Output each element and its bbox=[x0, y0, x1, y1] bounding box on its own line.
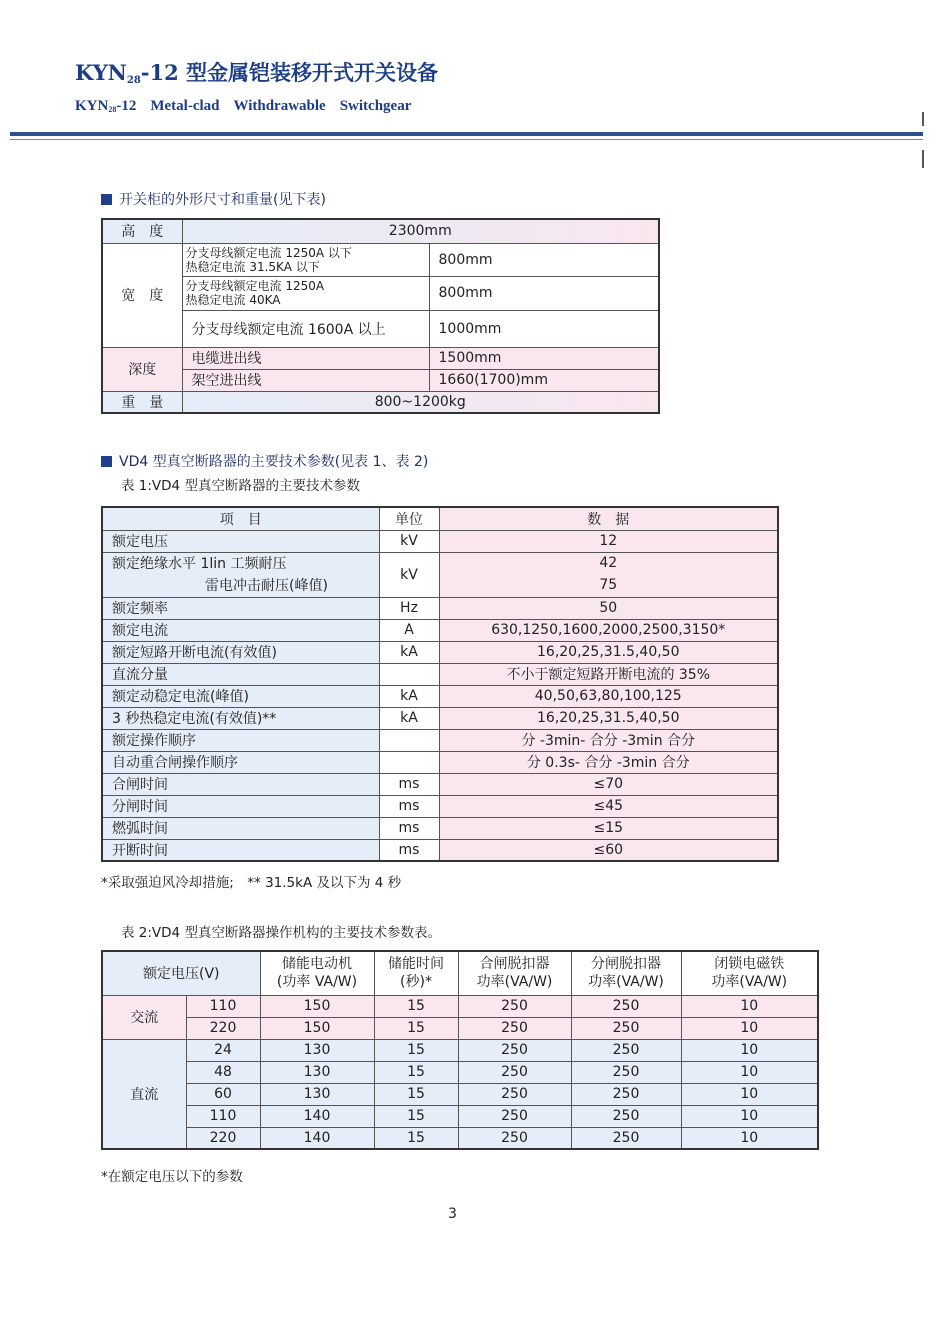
header-item: 项 目 bbox=[102, 507, 379, 530]
table-row bbox=[102, 243, 659, 276]
table1-caption: 表 1:VD4 型真空断路器的主要技术参数 bbox=[121, 478, 360, 494]
header-data: 数 据 bbox=[439, 507, 778, 530]
voltage-cell: 48 bbox=[186, 1061, 260, 1083]
closing-cell: 250 bbox=[458, 1127, 571, 1149]
time-cell: 15 bbox=[374, 1039, 458, 1061]
param-item: 额定电压 bbox=[102, 530, 379, 552]
header-rule-thick bbox=[10, 132, 923, 136]
depth-label: 深度 bbox=[102, 347, 182, 391]
width-label: 宽 度 bbox=[102, 243, 182, 347]
height-label: 高 度 bbox=[102, 219, 182, 243]
motor-cell: 150 bbox=[260, 1017, 374, 1039]
table-row bbox=[102, 1061, 818, 1083]
table-row bbox=[102, 1083, 818, 1105]
time-cell: 15 bbox=[374, 1061, 458, 1083]
motor-cell: 130 bbox=[260, 1083, 374, 1105]
opening-cell: 250 bbox=[571, 1127, 681, 1149]
table-row bbox=[102, 219, 659, 243]
param-unit: Hz bbox=[379, 597, 439, 619]
time-cell: 15 bbox=[374, 1017, 458, 1039]
voltage-cell: 220 bbox=[186, 1017, 260, 1039]
param-value: 不小于额定短路开断电流的 35% bbox=[439, 663, 778, 685]
param-item: 额定短路开断电流(有效值) bbox=[102, 641, 379, 663]
table1-note: *采取强迫风冷却措施; ** 31.5kA 及以下为 4 秒 bbox=[101, 875, 402, 891]
width-value: 800mm bbox=[429, 276, 659, 310]
scan-edge-mark bbox=[922, 150, 924, 168]
table-row bbox=[102, 839, 778, 861]
param-item: 额定频率 bbox=[102, 597, 379, 619]
param-value: 16,20,25,31.5,40,50 bbox=[439, 641, 778, 663]
bullet-square-icon bbox=[101, 456, 112, 467]
table-row bbox=[102, 1105, 818, 1127]
width-condition: 分支母线额定电流 1600A 以上 bbox=[182, 310, 429, 347]
param-item: 燃弧时间 bbox=[102, 817, 379, 839]
param-value: ≤45 bbox=[439, 795, 778, 817]
table-row bbox=[102, 369, 659, 391]
blocking-cell: 10 bbox=[681, 1061, 818, 1083]
table-row bbox=[102, 1017, 818, 1039]
table-row bbox=[102, 773, 778, 795]
header-charge-time: 储能时间 (秒)* bbox=[374, 951, 458, 995]
closing-cell: 250 bbox=[458, 1105, 571, 1127]
table-row bbox=[102, 795, 778, 817]
time-cell: 15 bbox=[374, 1127, 458, 1149]
scan-edge-mark bbox=[922, 112, 924, 126]
motor-cell: 150 bbox=[260, 995, 374, 1017]
table-row bbox=[102, 1127, 818, 1149]
voltage-cell: 24 bbox=[186, 1039, 260, 1061]
opening-cell: 250 bbox=[571, 1039, 681, 1061]
param-unit: kA bbox=[379, 685, 439, 707]
voltage-cell: 110 bbox=[186, 1105, 260, 1127]
opening-cell: 250 bbox=[571, 1061, 681, 1083]
param-item: 自动重合闸操作顺序 bbox=[102, 751, 379, 773]
param-item: 额定动稳定电流(峰值) bbox=[102, 685, 379, 707]
weight-label: 重 量 bbox=[102, 391, 182, 413]
param-item: 额定电流 bbox=[102, 619, 379, 641]
table-row bbox=[102, 641, 778, 663]
param-item: 额定操作顺序 bbox=[102, 729, 379, 751]
blocking-cell: 10 bbox=[681, 1083, 818, 1105]
closing-cell: 250 bbox=[458, 995, 571, 1017]
width-value: 800mm bbox=[429, 243, 659, 276]
header-motor: 储能电动机 (功率 VA/W) bbox=[260, 951, 374, 995]
page-number: 3 bbox=[448, 1206, 457, 1222]
param-value: 分 -3min- 合分 -3min 合分 bbox=[439, 729, 778, 751]
closing-cell: 250 bbox=[458, 1017, 571, 1039]
param-unit: ms bbox=[379, 839, 439, 861]
section-title-dimensions: 开关柜的外形尺寸和重量(见下表) bbox=[101, 189, 326, 209]
voltage-cell: 220 bbox=[186, 1127, 260, 1149]
param-unit bbox=[379, 663, 439, 685]
mechanism-parameters-table bbox=[101, 950, 819, 1150]
header-rule-thin bbox=[10, 139, 923, 140]
table-row bbox=[102, 729, 778, 751]
insulation-value-lightning: 75 bbox=[439, 574, 778, 597]
weight-value: 800~1200kg bbox=[182, 391, 659, 413]
motor-cell: 140 bbox=[260, 1127, 374, 1149]
depth-condition: 架空进出线 bbox=[182, 369, 429, 391]
time-cell: 15 bbox=[374, 995, 458, 1017]
opening-cell: 250 bbox=[571, 1017, 681, 1039]
table-row bbox=[102, 619, 778, 641]
table-row bbox=[102, 530, 778, 552]
param-unit: kA bbox=[379, 707, 439, 729]
opening-cell: 250 bbox=[571, 1083, 681, 1105]
table-row bbox=[102, 391, 659, 413]
table-row bbox=[102, 347, 659, 369]
section-title-vd4: VD4 型真空断路器的主要技术参数(见表 1、表 2) bbox=[101, 451, 428, 471]
blocking-cell: 10 bbox=[681, 1039, 818, 1061]
param-value: 16,20,25,31.5,40,50 bbox=[439, 707, 778, 729]
header-unit: 单位 bbox=[379, 507, 439, 530]
table-row bbox=[102, 817, 778, 839]
time-cell: 15 bbox=[374, 1083, 458, 1105]
header-opening-release: 分闸脱扣器 功率(VA/W) bbox=[571, 951, 681, 995]
param-value: ≤15 bbox=[439, 817, 778, 839]
table-row bbox=[102, 597, 778, 619]
insulation-item: 额定绝缘水平 1lin 工频耐压 雷电冲击耐压(峰值) bbox=[102, 552, 379, 597]
depth-value: 1500mm bbox=[429, 347, 659, 369]
param-value: ≤60 bbox=[439, 839, 778, 861]
title-english: $KYN_{28}-12$ Metal-clad Withdrawable Switchgear bbox=[75, 98, 412, 114]
param-item: 3 秒热稳定电流(有效值)** bbox=[102, 707, 379, 729]
table-row bbox=[102, 707, 778, 729]
opening-cell: 250 bbox=[571, 1105, 681, 1127]
param-unit: ms bbox=[379, 817, 439, 839]
bullet-square-icon bbox=[101, 194, 112, 205]
width-value: 1000mm bbox=[429, 310, 659, 347]
motor-cell: 130 bbox=[260, 1039, 374, 1061]
height-value: 2300mm bbox=[182, 219, 659, 243]
depth-condition: 电缆进出线 bbox=[182, 347, 429, 369]
param-value: 630,1250,1600,2000,2500,3150* bbox=[439, 619, 778, 641]
opening-cell: 250 bbox=[571, 995, 681, 1017]
table-row bbox=[102, 663, 778, 685]
blocking-cell: 10 bbox=[681, 1017, 818, 1039]
document-header bbox=[75, 60, 438, 120]
param-unit: ms bbox=[379, 773, 439, 795]
param-unit: kA bbox=[379, 641, 439, 663]
table-row bbox=[102, 751, 778, 773]
motor-cell: 140 bbox=[260, 1105, 374, 1127]
blocking-cell: 10 bbox=[681, 995, 818, 1017]
vd4-parameters-table bbox=[101, 506, 779, 862]
voltage-cell: 60 bbox=[186, 1083, 260, 1105]
param-item: 合闸时间 bbox=[102, 773, 379, 795]
blocking-cell: 10 bbox=[681, 1105, 818, 1127]
param-value: 50 bbox=[439, 597, 778, 619]
param-unit: kV bbox=[379, 530, 439, 552]
insulation-unit: kV bbox=[379, 552, 439, 597]
table-row bbox=[102, 995, 818, 1017]
param-unit: A bbox=[379, 619, 439, 641]
depth-value: 1660(1700)mm bbox=[429, 369, 659, 391]
table-row bbox=[102, 1039, 818, 1061]
param-value: 12 bbox=[439, 530, 778, 552]
param-value: 分 0.3s- 合分 -3min 合分 bbox=[439, 751, 778, 773]
closing-cell: 250 bbox=[458, 1061, 571, 1083]
table-row bbox=[102, 685, 778, 707]
table-row bbox=[102, 310, 659, 347]
motor-cell: 130 bbox=[260, 1061, 374, 1083]
title-chinese: $KYN_{28}-12$ 型金属铠装移开式开关设备 bbox=[75, 60, 439, 86]
insulation-value-power: 42 bbox=[439, 552, 778, 574]
table2-caption: 表 2:VD4 型真空断路器操作机构的主要技术参数表。 bbox=[121, 925, 441, 941]
param-unit bbox=[379, 729, 439, 751]
table-row bbox=[102, 507, 778, 530]
param-value: 40,50,63,80,100,125 bbox=[439, 685, 778, 707]
table-row bbox=[102, 276, 659, 310]
dc-label: 直流 bbox=[102, 1039, 186, 1149]
param-unit bbox=[379, 751, 439, 773]
time-cell: 15 bbox=[374, 1105, 458, 1127]
closing-cell: 250 bbox=[458, 1083, 571, 1105]
voltage-cell: 110 bbox=[186, 995, 260, 1017]
ac-label: 交流 bbox=[102, 995, 186, 1039]
closing-cell: 250 bbox=[458, 1039, 571, 1061]
table-row bbox=[102, 552, 778, 574]
param-value: ≤70 bbox=[439, 773, 778, 795]
header-blocking-magnet: 闭锁电磁铁 功率(VA/W) bbox=[681, 951, 818, 995]
header-rated-voltage: 额定电压(V) bbox=[102, 951, 260, 995]
param-item: 分闸时间 bbox=[102, 795, 379, 817]
width-condition: 分支母线额定电流 1250A 以下 热稳定电流 31.5KA 以下 bbox=[182, 243, 429, 276]
width-condition: 分支母线额定电流 1250A 热稳定电流 40KA bbox=[182, 276, 429, 310]
table-header-row bbox=[102, 951, 818, 995]
param-unit: ms bbox=[379, 795, 439, 817]
table2-note: *在额定电压以下的参数 bbox=[101, 1169, 243, 1185]
param-item: 开断时间 bbox=[102, 839, 379, 861]
dimensions-table bbox=[101, 218, 660, 414]
param-item: 直流分量 bbox=[102, 663, 379, 685]
header-closing-release: 合闸脱扣器 功率(VA/W) bbox=[458, 951, 571, 995]
blocking-cell: 10 bbox=[681, 1127, 818, 1149]
